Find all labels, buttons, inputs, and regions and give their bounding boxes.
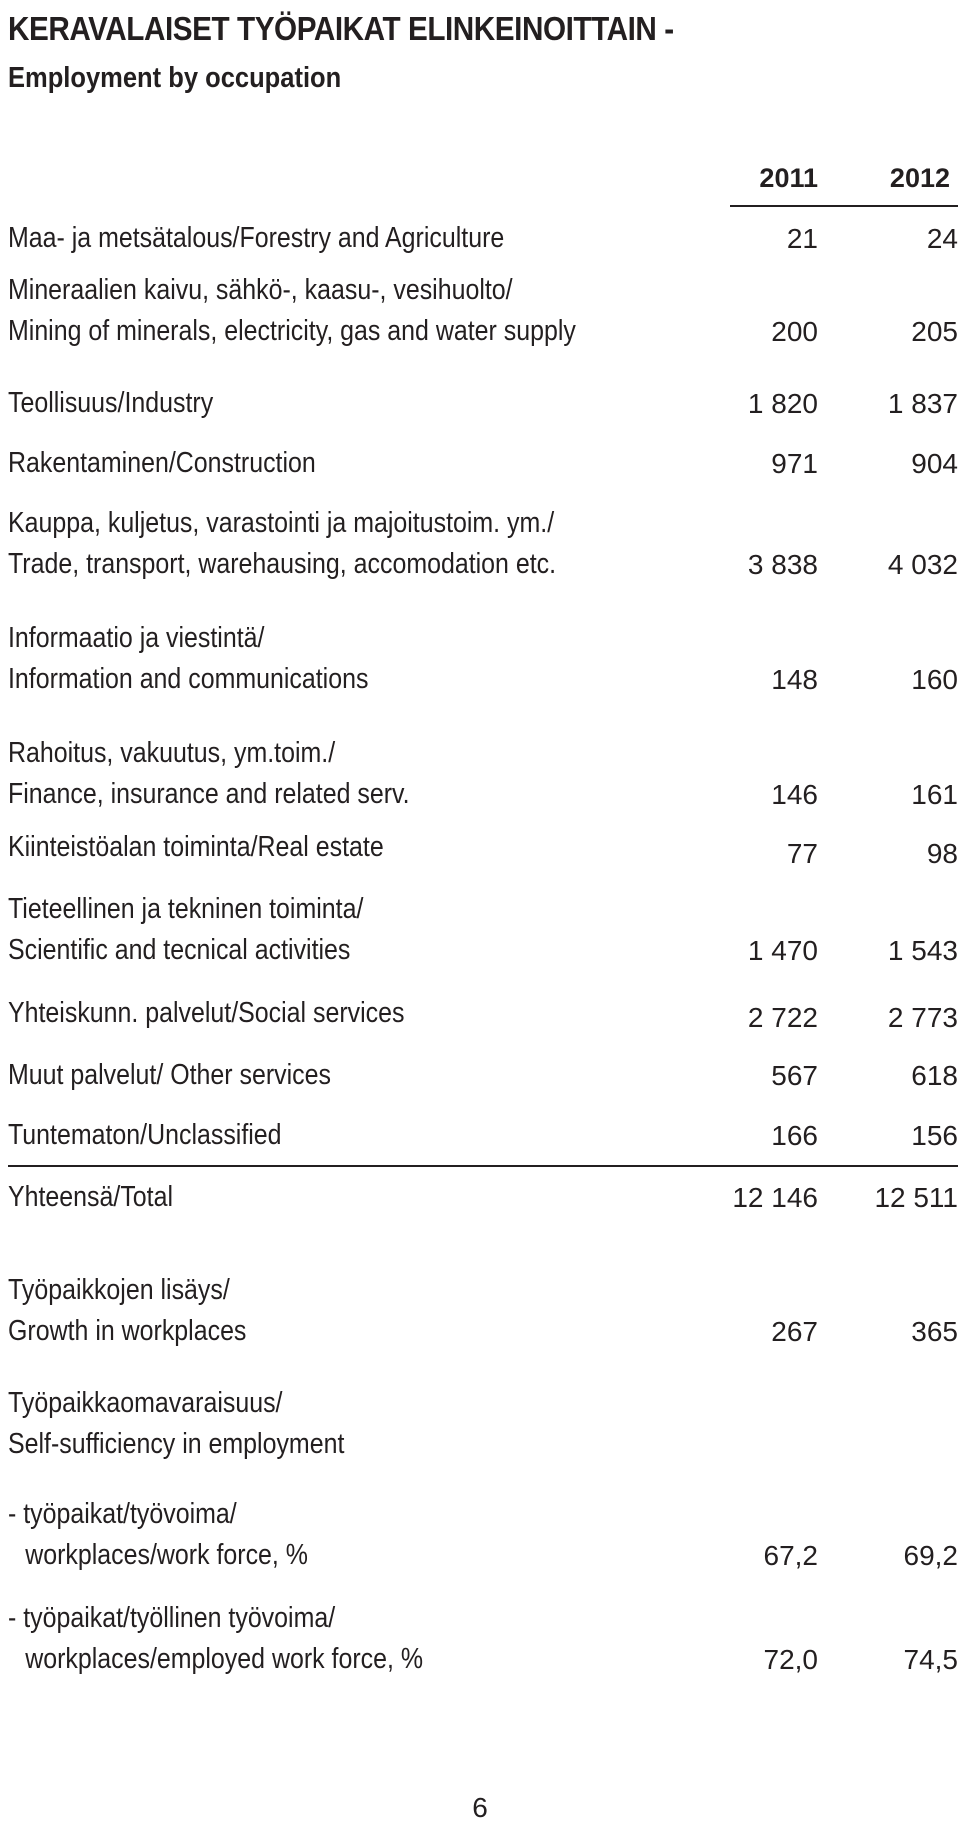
value-2011: 567 [771, 1060, 818, 1091]
row-label: Rahoitus, vakuutus, ym.toim./ Finance, insurance and related serv. [8, 737, 410, 810]
total-rule [8, 1165, 958, 1167]
value-2012: 4 032 [887, 549, 958, 580]
self-sufficiency-2011: 67,2 [763, 1540, 818, 1571]
page-title: KERAVALAISET TYÖPAIKAT ELINKEINOITTAIN - [8, 10, 674, 47]
value-2011: 21 [786, 223, 818, 254]
row-label: Mineraalien kaivu, sähkö-, kaasu-, vesihuolto/ Mining of minerals, electricity, gas and water supply [8, 274, 576, 347]
self-sufficiency-item-label: - työpaikat/työllinen työvoima/ workplaces/employed work force, % [8, 1602, 424, 1675]
value-2011: 200 [771, 316, 818, 347]
year-header-2012: 2012 [889, 163, 950, 193]
value-2012: 160 [911, 664, 958, 695]
header-rule [730, 205, 958, 207]
row-label: Informaatio ja viestintä/ Information and communications [8, 622, 369, 695]
value-2011: 1 470 [747, 935, 818, 966]
self-sufficiency-label: Työpaikkaomavaraisuus/ Self-sufficiency in employment [8, 1387, 345, 1460]
growth-2011: 267 [771, 1316, 818, 1347]
total-2012: 12 511 [874, 1182, 958, 1213]
row-label: Teollisuus/Industry [8, 387, 214, 419]
value-2011: 77 [786, 838, 818, 869]
row-label: Tieteellinen ja tekninen toiminta/ Scientific and tecnical activities [8, 893, 364, 966]
page-subtitle: Employment by occupation [8, 62, 342, 94]
row-label: Muut palvelut/ Other services [8, 1059, 331, 1091]
self-sufficiency-2012: 74,5 [903, 1644, 958, 1675]
row-label: Rakentaminen/Construction [8, 447, 316, 479]
row-label: Tuntematon/Unclassified [8, 1119, 282, 1151]
page-number: 6 [472, 1792, 488, 1823]
year-header-2011: 2011 [759, 163, 818, 193]
value-2011: 166 [771, 1120, 818, 1151]
value-2011: 1 820 [747, 388, 818, 419]
total-2011: 12 146 [732, 1182, 818, 1213]
row-label: Yhteiskunn. palvelut/Social services [8, 997, 405, 1029]
value-2012: 1 837 [887, 388, 958, 419]
row-label: Kiinteistöalan toiminta/Real estate [8, 831, 384, 863]
value-2012: 904 [911, 448, 958, 479]
value-2012: 24 [926, 223, 958, 254]
value-2012: 2 773 [887, 1002, 958, 1033]
value-2012: 98 [926, 838, 958, 869]
growth-2012: 365 [911, 1316, 958, 1347]
value-2012: 161 [911, 779, 958, 810]
value-2012: 618 [911, 1060, 958, 1091]
growth-label: Työpaikkojen lisäys/ Growth in workplaces [8, 1274, 247, 1347]
value-2012: 156 [911, 1120, 958, 1151]
total-label: Yhteensä/Total [8, 1181, 173, 1213]
value-2011: 971 [771, 448, 818, 479]
self-sufficiency-item-label: - työpaikat/työvoima/ workplaces/work force, % [8, 1498, 308, 1571]
value-2011: 2 722 [747, 1002, 818, 1033]
value-2012: 205 [911, 316, 958, 347]
self-sufficiency-2012: 69,2 [903, 1540, 958, 1571]
row-label: Maa- ja metsätalous/Forestry and Agriculture [8, 222, 505, 254]
value-2012: 1 543 [887, 935, 958, 966]
row-label: Kauppa, kuljetus, varastointi ja majoitustoim. ym./ Trade, transport, warehausing, accomodation etc. [8, 507, 557, 580]
self-sufficiency-2011: 72,0 [763, 1644, 818, 1675]
value-2011: 3 838 [747, 549, 818, 580]
value-2011: 146 [771, 779, 818, 810]
value-2011: 148 [771, 664, 818, 695]
